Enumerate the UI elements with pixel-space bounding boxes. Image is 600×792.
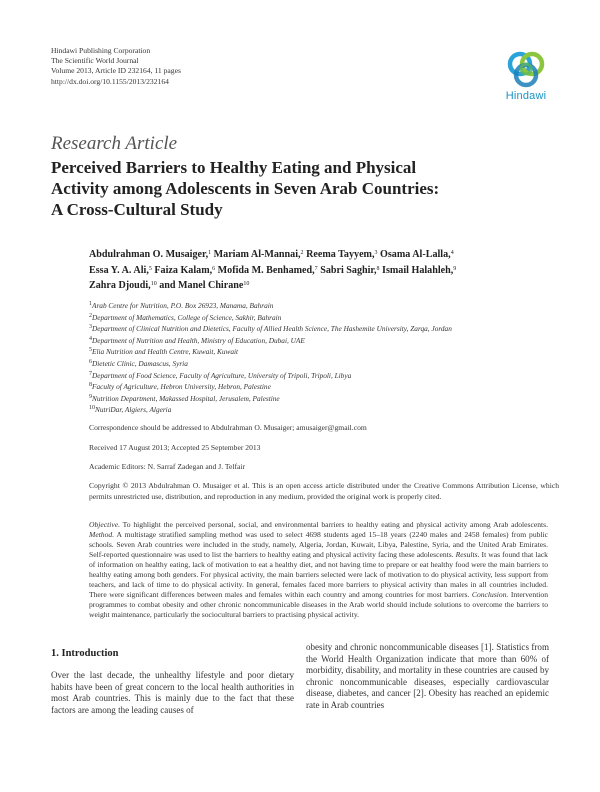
section-heading-introduction: 1. Introduction <box>51 648 119 659</box>
intro-text-left-column: Over the last decade, the unhealthy lifestyle and poor dietary habits have been of great concern to the local health authorities in most Arab countries. This is mainly due to the fact that these factors are among the leading causes of <box>51 670 294 715</box>
author-name: Osama Al-Lalla, <box>380 249 451 260</box>
abstract <box>89 520 548 620</box>
author-name: Mariam Al-Mannai, <box>213 249 301 260</box>
affiliation-item: $^4$Department of Nutrition and Health, Ministry of Education, Dubai, UAE <box>89 335 305 345</box>
author-name: Ismail Halahleh, <box>382 264 454 276</box>
author-affil-ref: 3 <box>374 250 378 256</box>
abstract-label-method: Method. <box>89 530 115 540</box>
author-name: Essa Y. A. Ali, <box>89 264 149 276</box>
affiliation-item: $^8$Faculty of Agriculture, Hebron University, Hebron, Palestine <box>89 382 271 392</box>
affiliation-item: $^6$Dietetic Clinic, Damascus, Syria <box>89 358 188 368</box>
title-line: Perceived Barriers to Healthy Eating and Physical <box>51 158 417 177</box>
author-name: Abdulrahman O. Musaiger, <box>89 249 209 260</box>
volume-info: Volume 2013, Article ID 232164, 11 pages <box>51 66 181 76</box>
author-affil-ref: 2 <box>300 250 304 256</box>
affiliation-item: $^2$Department of Mathematics, College of Science, Sakhir, Bahrain <box>89 312 282 322</box>
hindawi-logo-icon <box>506 49 546 89</box>
journal-info <box>51 46 181 87</box>
affiliation-item: $^3$Department of Clinical Nutrition and Dietetics, Faculty of Allied Health Science, The Hashemite University, Zarqa, Jordan <box>89 324 452 334</box>
paper-title <box>51 157 521 220</box>
author-list <box>89 247 559 294</box>
journal-name: The Scientific World Journal <box>51 56 139 66</box>
affiliation-item: $^1$Arab Centre for Nutrition, P.O. Box 26923, Manama, Bahrain <box>89 301 274 310</box>
title-line: Activity among Adolescents in Seven Arab Countries: <box>51 179 440 198</box>
abstract-objective: To highlight the perceived personal, social, and environmental barriers to healthy eating and physical activity among Arab adolescents. <box>120 520 548 529</box>
author-affil-ref: 10 <box>243 281 250 287</box>
author-name: Reema Tayyem, <box>306 249 375 260</box>
affiliation-item: $^7$Department of Food Science, Faculty of Agriculture, University of Tripoli, Tripoli, Libya <box>89 370 352 380</box>
abstract-method: A multistage stratified sampling method was used to select 4698 students aged 15–18 years (2240 males and 2458 females) from public schools. Seven Arab countries were included in the study, namely, Algeria, Jordan, Kuwait, Libya, Palestine, Syria, and the United Arab Emirates. Self-reported questionnaire was used to list the barriers to healthy eating and physical activity facing these adolescents. <box>89 530 548 560</box>
author-affil-ref: 1 <box>208 250 212 256</box>
affiliation-list <box>89 300 559 416</box>
affiliation-item: $^9$Nutrition Department, Makassed Hospital, Jerusalem, Palestine <box>89 393 280 403</box>
intro-text-right-column: obesity and chronic noncommunicable diseases [1]. Statistics from the World Health Organization indicate that more than 60% of morbidity, disability, and mortality in these countries are caused by chronic noncommunicable diseases, especially cardiovascular disease, diabetes, and cancer [2]. Obesity has reached an epidemic rate in Arab countries <box>306 642 549 710</box>
received-dates: Received 17 August 2013; Accepted 25 September 2013 <box>89 443 261 452</box>
author-name: Mofida M. Benhamed, <box>217 264 315 276</box>
academic-editors: Academic Editors: N. Sarraf Zadegan and J. Telfair <box>89 462 245 471</box>
title-line: A Cross-Cultural Study <box>51 200 223 219</box>
author-name: Sabri Saghir, <box>320 264 377 276</box>
author-affil-ref: 7 <box>314 265 318 272</box>
abstract-conclusion: Intervention programmes to combat obesity and other chronic noncommunicable diseases in the Arab world should include solutions to overcome the barriers to weight maintenance, particularly the sociocultural barriers to practising physical activity. <box>89 590 549 620</box>
abstract-label-conclusion: Conclusion. <box>471 590 509 600</box>
author-name: Zahra Djoudi, <box>89 280 151 291</box>
logo-text: Hindawi <box>505 90 547 102</box>
author-name: and Manel Chirane <box>159 280 244 291</box>
publisher-name: Hindawi Publishing Corporation <box>51 46 151 55</box>
author-affil-ref: 10 <box>150 281 157 287</box>
doi-link[interactable]: http://dx.doi.org/10.1155/2013/232164 <box>51 76 169 86</box>
affiliation-item: $^{10}$NutriDar, Algiers, Algeria <box>89 405 172 415</box>
abstract-label-results: Results. <box>455 550 480 560</box>
hindawi-logo <box>497 49 555 111</box>
author-affil-ref: 8 <box>376 265 380 272</box>
author-affil-ref: 4 <box>450 250 454 256</box>
author-name: Faiza Kalam, <box>154 264 213 276</box>
author-affil-ref: 6 <box>212 265 216 272</box>
abstract-label-objective: Objective. <box>89 520 120 529</box>
author-affil-ref: 9 <box>453 265 457 272</box>
correspondence-note: Correspondence should be addressed to Abdulrahman O. Musaiger; amusaiger@gmail.com <box>89 423 367 432</box>
affiliation-item: $^5$Elia Nutrition and Health Centre, Kuwait, Kuwait <box>89 347 239 357</box>
author-affil-ref: 5 <box>148 265 152 272</box>
copyright-notice: Copyright © 2013 Abdulrahman O. Musaiger et al. This is an open access article distributed under the Creative Commons Attribution License, which permits unrestricted use, distribution, and reproduction in any medium, provided the original work is properly cited. <box>89 481 559 501</box>
article-type: Research Article <box>51 133 178 154</box>
abstract-results: It was found that lack of information on healthy eating, lack of motivation to eat a healthy diet, and not having time to prepare or eat healthy food were the main barriers to healthy eating among both genders. For physical activity, the main barriers selected were lack of motivation to do physical activity, less support from teachers, and lack of time to do physical activity. In general, females faced more barriers to physical activity than males in all countries included. There were significant differences between males and females within each country and among countries for most barriers. <box>89 550 548 600</box>
